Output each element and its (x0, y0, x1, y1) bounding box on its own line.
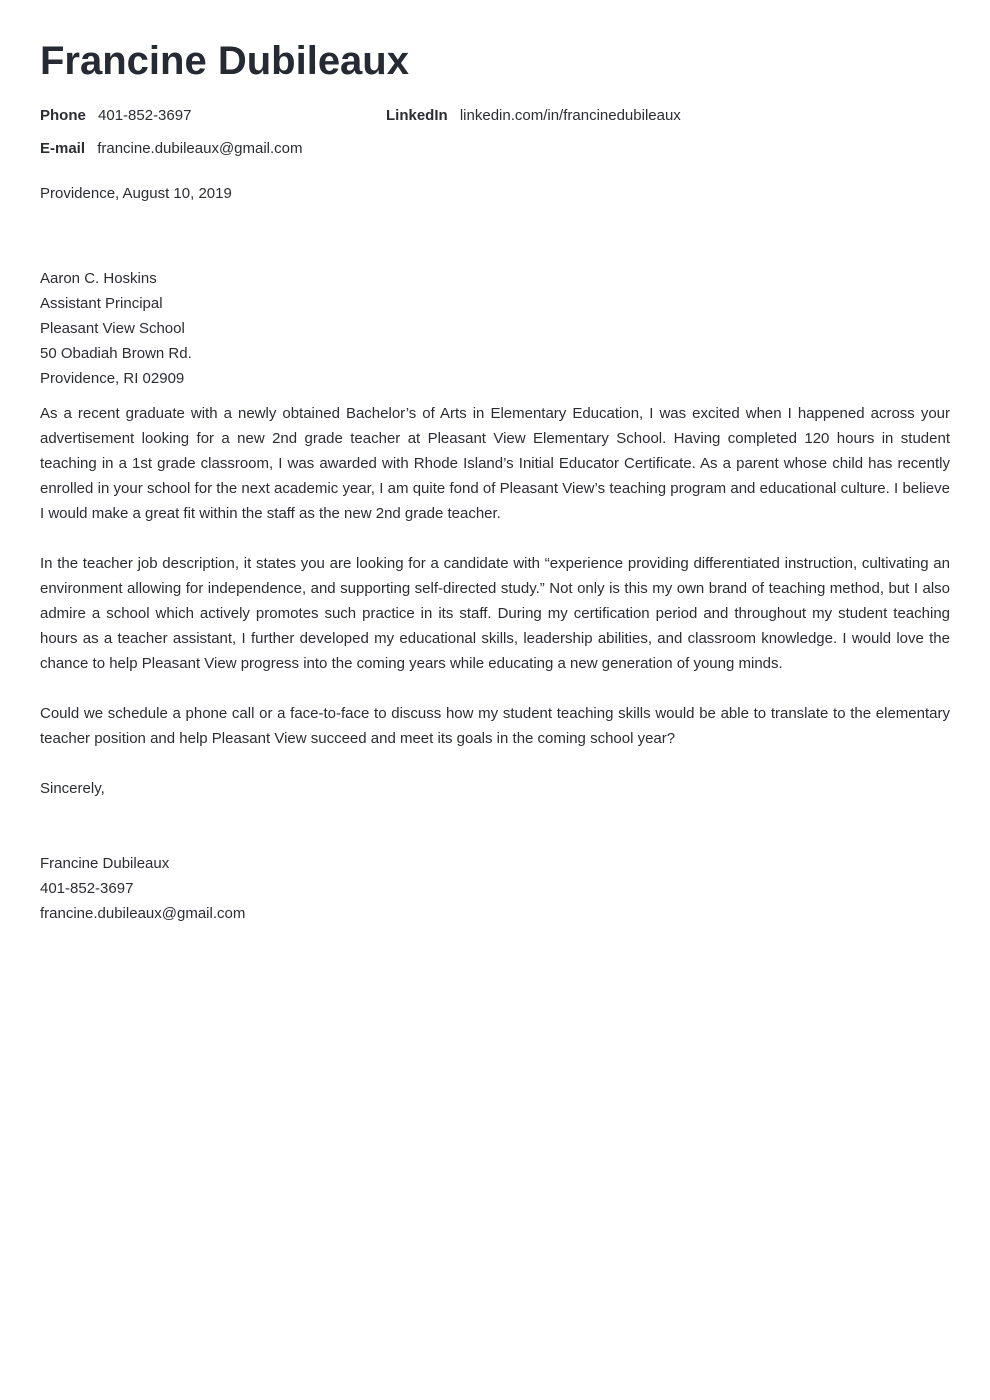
recipient-organization: Pleasant View School (40, 320, 185, 337)
phone-label: Phone (40, 107, 86, 124)
signature-phone: 401-852-3697 (40, 880, 134, 897)
email-value: francine.dubileaux@gmail.com (97, 140, 303, 157)
phone-value: 401-852-3697 (98, 107, 192, 124)
recipient-street: 50 Obadiah Brown Rd. (40, 345, 192, 362)
recipient-block (40, 266, 192, 391)
signature-name: Francine Dubileaux (40, 855, 170, 872)
body-paragraph-3: Could we schedule a phone call or a face-to-face to discuss how my student teaching skills would be able to translate to the elementary teacher position and help Pleasant View succeed and meet its goals in the coming school year? (40, 705, 950, 747)
linkedin-value: linkedin.com/in/francinedubileaux (459, 107, 681, 124)
contact-email (40, 139, 303, 159)
signature-email: francine.dubileaux@gmail.com (40, 905, 246, 922)
body-paragraph-2: In the teacher job description, it states you are looking for a candidate with “experience providing differentiated instruction, cultivating an environment allowing for independence, and supporting self-directed study.” Not only is this my own brand of teaching method, but I also admire a school which actively promotes such practice in its staff. During my certification period and throughout my student teaching hours as a teacher assistant, I further developed my educational skills, leadership abilities, and classroom knowledge. I would love the chance to help Pleasant View progress into the coming years while educating a new generation of young minds. (40, 555, 950, 672)
recipient-name: Aaron C. Hoskins (40, 270, 157, 287)
body-paragraph-1: As a recent graduate with a newly obtained Bachelor’s of Arts in Elementary Education, I was excited when I happened across your advertisement looking for a new 2nd grade teacher at Pleasant View Elementary School. Having completed 120 hours in student teaching in a 1st grade classroom, I was awarded with Rhode Island’s Initial Educator Certificate. As a parent whose child has recently enrolled in your school for the next academic year, I am quite fond of Pleasant View’s teaching program and educational culture. I believe I would make a great fit within the staff as the new 2nd grade teacher. (40, 405, 950, 522)
email-label: E-mail (40, 140, 86, 157)
recipient-city: Providence, RI 02909 (40, 370, 185, 387)
recipient-title: Assistant Principal (40, 295, 163, 312)
letter-date: Providence, August 10, 2019 (40, 185, 232, 202)
signature-block (40, 851, 245, 926)
linkedin-label: LinkedIn (386, 107, 448, 124)
sender-name: Francine Dubileaux (40, 39, 409, 83)
contact-phone (40, 106, 191, 126)
contact-linkedin (386, 106, 681, 126)
closing-salutation: Sincerely, (40, 780, 105, 797)
